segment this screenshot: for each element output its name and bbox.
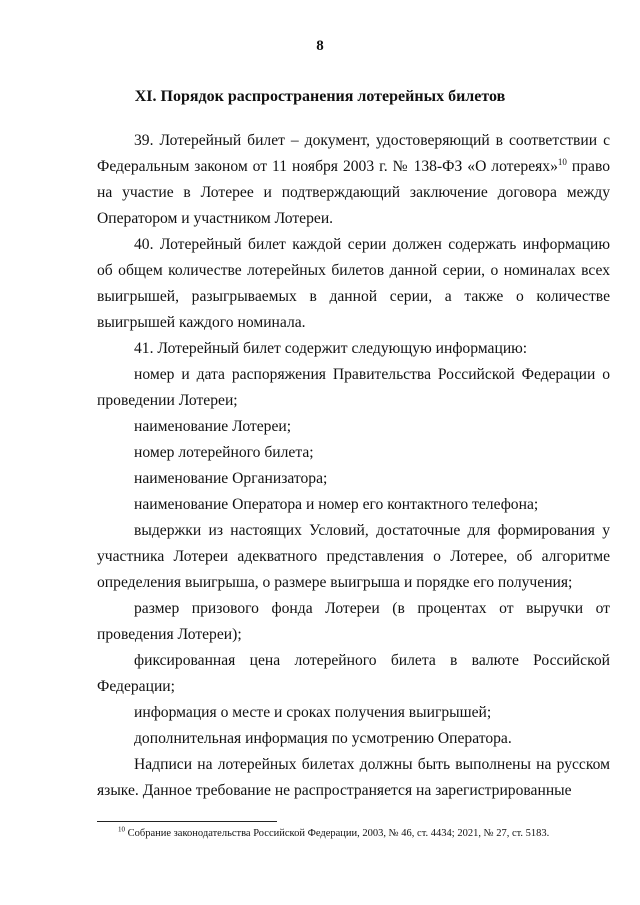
footnote (118, 827, 618, 841)
paragraph-39-text-end: право на участие в Лотерее и подтверждающий заключение договора между Оператором и участником Лотереи. (97, 158, 611, 227)
list-item: фиксированная цена лотерейного билета в валюте Российской Федерации; (97, 652, 610, 695)
section-heading: XI. Порядок распространения лотерейных билетов (134, 88, 506, 105)
body-text (97, 128, 610, 804)
page-number: 8 (316, 38, 324, 54)
footnote-divider (97, 821, 277, 822)
list-item: выдержки из настоящих Условий, достаточные для формирования у участника Лотереи адекватного представления о Лотерее, об алгоритме определения выигрыша, о размере выигрыша и порядке его получения; (97, 522, 610, 591)
paragraph-40: 40. Лотерейный билет каждой серии должен содержать информацию об общем количестве лотерейных билетов данной серии, о номиналах всех выигрышей, разыгрываемых в данной серии, а также о количестве выигрышей каждого номинала. (97, 236, 610, 331)
footnote-marker: 10 (118, 825, 125, 834)
paragraph-39 (97, 128, 610, 232)
list-item: номер и дата распоряжения Правительства Российской Федерации о проведении Лотереи; (97, 366, 610, 409)
list-item: размер призового фонда Лотереи (в процентах от выручки от проведения Лотереи); (97, 600, 610, 643)
list-item: наименование Организатора; (134, 470, 328, 487)
footnote-text: Собрание законодательства Российской Федерации, 2003, № 46, ст. 4434; 2021, № 27, ст. 5183. (125, 828, 550, 839)
list-item: наименование Лотереи; (134, 418, 292, 435)
list-item: наименование Оператора и номер его контактного телефона; (134, 496, 539, 513)
paragraph-39-text: 39. Лотерейный билет – документ, удостоверяющий в соответствии с Федеральным законом от 11 ноября 2003 г. № 138-ФЗ «О лотереях» (97, 132, 610, 175)
paragraph-41: 41. Лотерейный билет содержит следующую информацию: (134, 340, 528, 357)
list-item: дополнительная информация по усмотрению Оператора. (134, 730, 512, 747)
list-item: номер лотерейного билета; (134, 444, 314, 461)
footnote-reference[interactable]: 10 (557, 156, 567, 167)
list-item: информация о месте и сроках получения выигрышей; (134, 704, 492, 721)
paragraph-inscriptions: Надписи на лотерейных билетах должны быть выполнены на русском языке. Данное требование не распространяется на зарегистрированные (97, 756, 610, 799)
